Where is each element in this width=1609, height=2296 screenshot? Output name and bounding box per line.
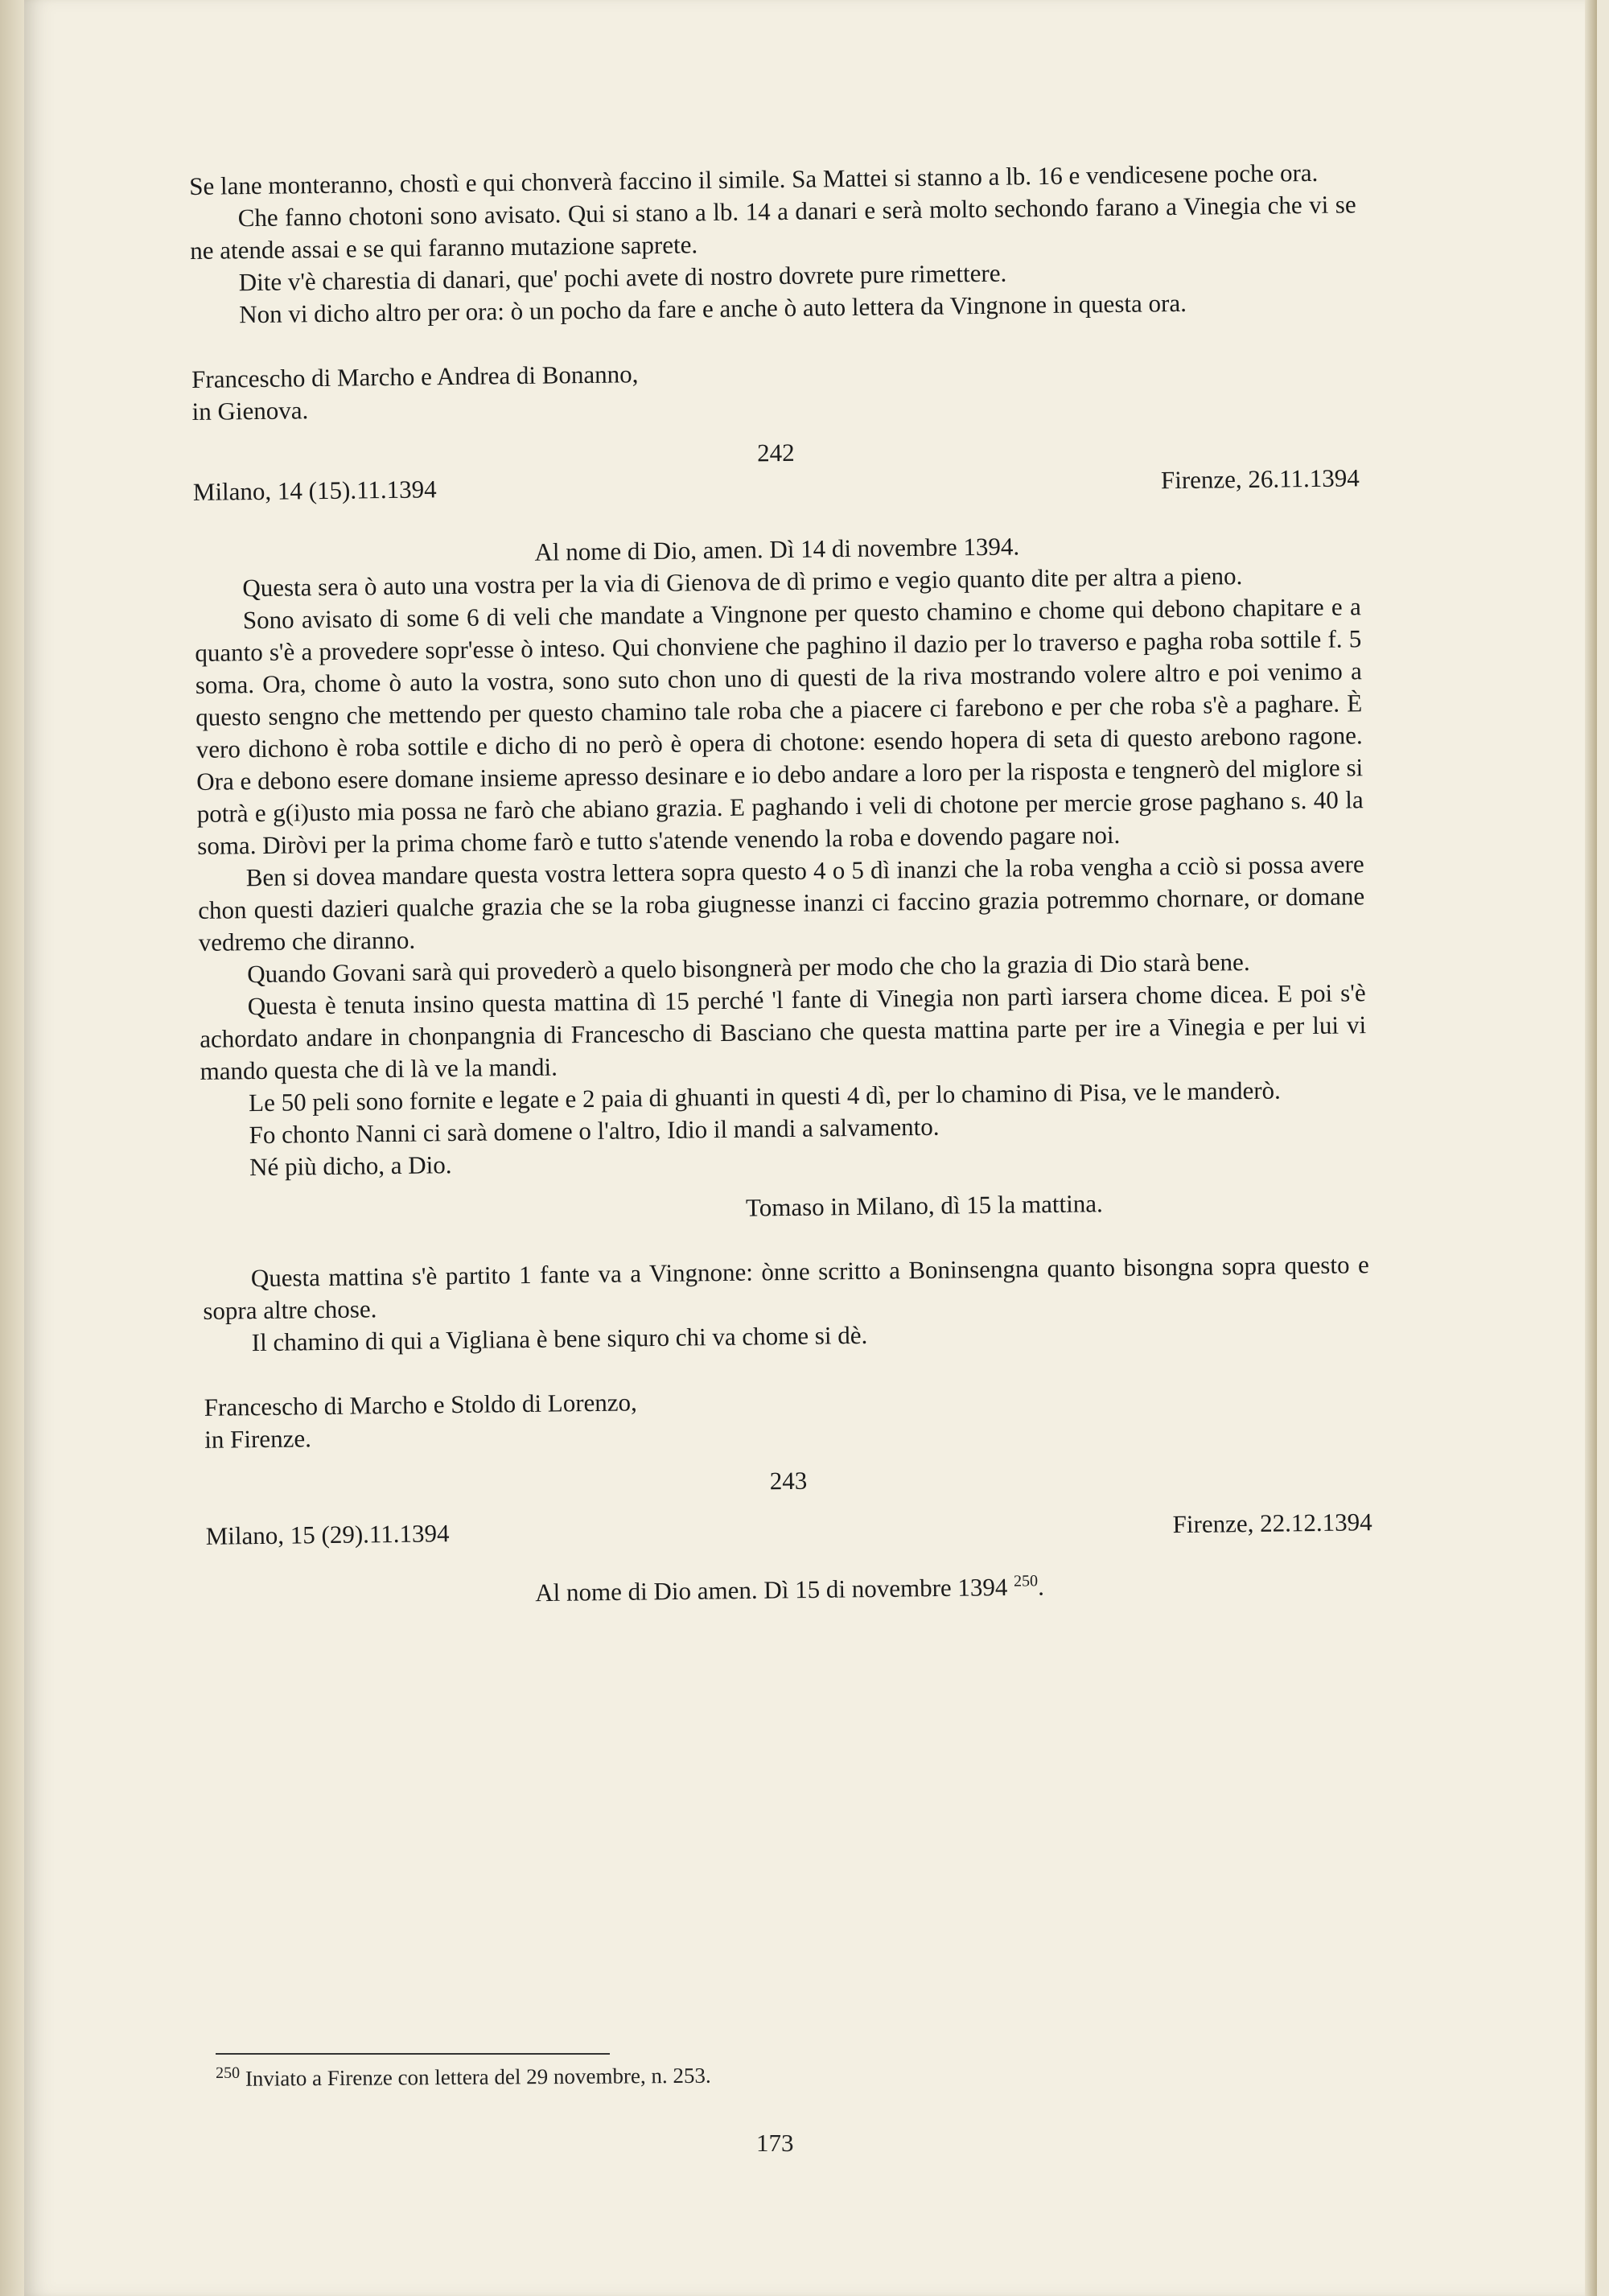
to-date: Firenze, 26.11.1394 (1160, 463, 1360, 495)
paragraph: Se lane monteranno, chostì e qui chonverà faccino il simile. Sa Mattei si stanno a lb. 16 e vendicesene poche ora. (189, 158, 1319, 200)
page-number: 173 (756, 2129, 794, 2157)
paragraph: Quando Govani sarà qui provederò a quelo bisongnerà per modo che cho la grazia di Dio starà bene. (246, 947, 1250, 989)
footnote-reference: 250 (1013, 1572, 1039, 1590)
letter-number: 242 (756, 438, 795, 467)
paragraph: Né più dicho, a Dio. (249, 1150, 452, 1182)
opening-end: . (1037, 1572, 1045, 1601)
postscript: Il chamino di qui a Vigliana è bene siquro chi va chome si dè. (251, 1320, 868, 1357)
address-line: Francescho di Marcho e Stoldo di Lorenzo, (204, 1388, 638, 1422)
opening-text: Al nome di Dio amen. Dì 15 di novembre 1394 (535, 1573, 1008, 1607)
paragraph: Che fanno chotoni sono avisato. Qui si stano a lb. 14 a danari e serà molto sechondo farano a Vinegia che vi se ne atende assai e se qui faranno mutazione saprete. (190, 190, 1356, 265)
footnote-mark: 250 (216, 2064, 241, 2082)
paragraph: Ben si dovea mandare questa vostra lettera sopra questo 4 o 5 dì inanzi che la roba vengha a cciò si possa avere chon questi dazieri qualche grazia che se la roba giugnesse inanzi ci faccino grazia potremmo chornare, or domane vedremo che diranno. (198, 850, 1365, 957)
paragraph: Fo chonto Nanni ci sarà domene o l'altro, Idio il mandi a salvamento. (249, 1112, 940, 1150)
footnote-divider (216, 2053, 610, 2055)
paragraph: Questa è tenuta insino questa mattina dì 15 perché 'l fante di Vinegia non partì iarsera chome dicea. E poi s'è achordato andare in chonpangnia di Francescho di Basciano che questa mattina parte per ire a Vinegia e per lui vi mando questa che di là ve la mandi. (199, 978, 1367, 1085)
postscript: Questa mattina s'è partito 1 fante va a Vingnone: ònne scritto a Boninsengna quanto bisongna sopra questo e sopra altre chose. (203, 1250, 1369, 1325)
address-line: Francescho di Marcho e Andrea di Bonanno, (191, 360, 639, 393)
letter-date-row (206, 1506, 1372, 1553)
paragraph: Le 50 peli sono fornite e legate e 2 paia di ghuanti in questi 4 dì, per lo chamino di Pisa, ve le manderò. (248, 1076, 1281, 1117)
book-spine-shadow (0, 0, 24, 2296)
from-date: Milano, 14 (15).11.1394 (192, 475, 437, 506)
letter-opening: Al nome di Dio, amen. Dì 14 di novembre 1394. (534, 532, 1020, 566)
page-body-text (189, 156, 1373, 1613)
paragraph: Questa sera ò auto una vostra per la via di Gienova de dì primo e vegio quanto dite per altra a pieno. (242, 562, 1243, 603)
footnote (216, 2061, 711, 2092)
paragraph: Sono avisato di some 6 di veli che mandate a Vingnone per questo chamino e chome qui debono chapitare e a quanto s'è a provedere sopr'esse ò inteso. Qui chonviene che paghino il dazio per lo traverso e pagha roba sottile f. 5 soma. Ora, chome ò auto la vostra, sono suto chon uno di questi de la riva mostrando volere altro e poi venimo a questo sengno che mettendo per questo chamino tale roba che a piacere ci farebono e per che roba s'è a paghare. È vero dichono è roba sottile e dicho di no però è opera di chotone: esendo hopera di seta di questo arebono ragone. Ora e debono esere domane insieme apresso desinare e io debo andare a loro per la risposta e tengnerò del miglore si potrà e g(i)usto mia possa ne farò che abiano grazia. E paghando i veli di chotone per mercie grose paghano s. 40 la soma. Diròvi per la prima chome farò e tutto s'atende venendo la roba e dovendo pagare noi. (195, 592, 1364, 860)
address-line: in Gienova. (191, 396, 309, 426)
paragraph: Dite v'è charestia di danari, que' pochi avete di nostro dovrete pure rimettere. (238, 258, 1007, 297)
address-line: in Firenze. (204, 1424, 312, 1454)
from-date: Milano, 15 (29).11.1394 (205, 1519, 450, 1550)
page-edge (1585, 0, 1597, 2296)
to-date: Firenze, 22.12.1394 (1172, 1508, 1372, 1539)
footnote-text: Inviato a Firenze con lettera del 29 novembre, n. 253. (245, 2063, 711, 2091)
paragraph: Non vi dicho altro per ora: ò un pocho da fare e anche ò auto lettera da Vingnone in questa ora. (238, 288, 1187, 329)
letter-signature: Tomaso in Milano, dì 15 la mattina. (745, 1189, 1103, 1222)
letter-number: 243 (769, 1466, 808, 1496)
